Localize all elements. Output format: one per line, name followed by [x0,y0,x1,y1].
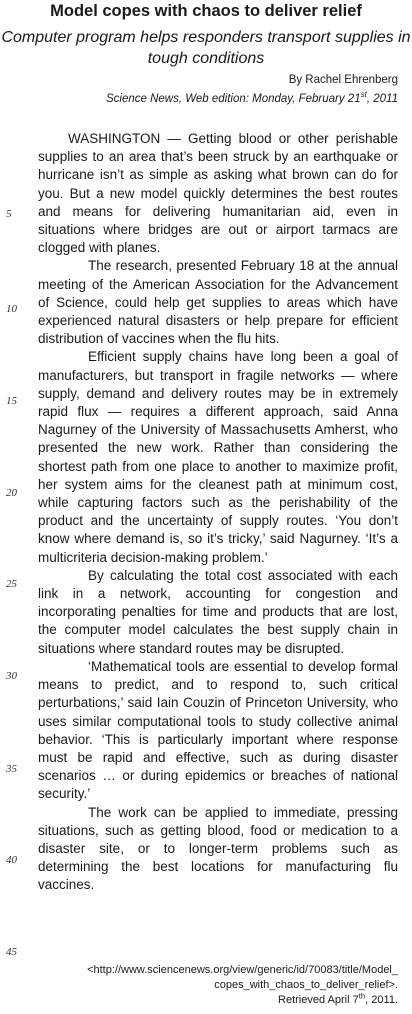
body-paragraph: Efficient supply chains have long been a goal of manufacturers, but transport in fragile networks — where supply, demand and delivery routes may be in extremely rapid flux — requires a different approach, said Anna Nagurney of the University of Massachusetts Amherst, who presented the new work. Rather than considering the shortest path from one place to another to maximize profit, her system aims for the cleanest path at minimum cost, while capturing factors such as the perishability of the product and the uncertainty of supply routes. ‘You don’t know where demand is, so it’s tricky,’ said Nagurney. ‘It’s a multicriteria decision-making problem.’ [38,349,398,565]
article-source-line [106,92,398,107]
citation-block [18,963,398,1008]
line-number: 10 [6,303,17,315]
line-number: 45 [6,946,17,958]
body-paragraph: The research, presented February 18 at the annual meeting of the American Association for the Advancement of Science, could help get supplies to areas which have experienced natural disasters or help prepare for efficient distribution of vaccines when the flu hits. [38,258,398,347]
citation-url-line-2: copes_with_chaos_to_deliver_relief>. [214,979,398,991]
body-paragraph: By calculating the total cost associated with each link in a network, accounting for congestion and incorporating penalties for time and products that are lost, the computer model calculates the best supply chain in situations where standard routes may be disrupted. [38,567,398,656]
citation-url-line-1: <http://www.sciencenews.org/view/generic/id/70083/title/Model_ [87,964,398,976]
citation-retrieved [18,993,398,1008]
retrieved-year: , 2011. [365,994,398,1006]
line-number: 40 [6,854,17,866]
line-number: 5 [6,208,12,220]
article-subtitle: Computer program helps responders transport supplies in tough conditions [1,29,411,67]
body-paragraph: The work can be applied to immediate, pressing situations, such as getting blood, food or medication to a disaster site, or to longer-term problems such as determining the best locations for manufacturing flu vaccines. [38,804,398,893]
line-number: 35 [6,763,17,775]
retrieved-superscript: th [358,991,366,1001]
body-paragraph: WASHINGTON — Getting blood or other perishable supplies to an area that’s been struck by an earthquake or hurricane isn’t as simple as asking what brown can do for you. But a new model quickly determines the best routes and means for delivering humanitarian aid, even in situations where bridges are out or airport tarmacs are clogged with planes. [38,131,398,256]
article-body [38,130,398,895]
line-number: 20 [6,487,17,499]
body-paragraph: ‘Mathematical tools are essential to develop formal means to predict, and to respond to, such critical perturbations,’ said Iain Couzin of Princeton University, who uses similar computational tools to study collective animal behavior. ‘This is particularly important where response must be rapid and effective, such as during disaster scenarios … or during epidemics or breaches of national security.’ [38,658,398,802]
source-text: Science News, Web edition: Monday, February 21 [105,93,361,105]
line-number: 25 [6,578,17,590]
source-superscript: st [360,90,367,100]
retrieved-text: Retrieved April 7 [278,994,359,1006]
article-title: Model copes with chaos to deliver relief [50,2,362,20]
line-number: 15 [6,395,17,407]
line-number: 30 [6,670,17,682]
article-byline: By Rachel Ehrenberg [288,74,398,86]
source-year: , 2011 [366,93,398,105]
